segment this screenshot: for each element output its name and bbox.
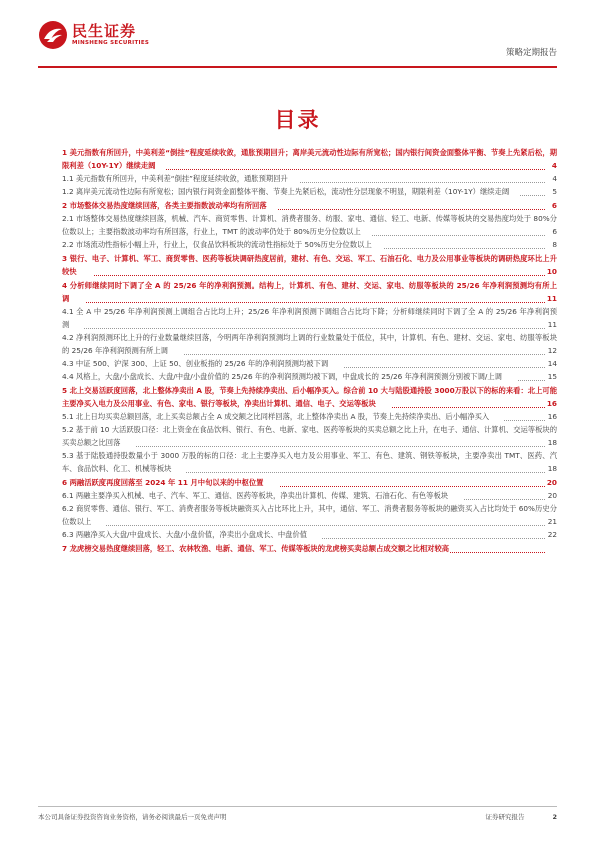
toc-page-number: 15 [547, 372, 557, 381]
footer-page-number: 2 [552, 813, 557, 821]
toc-page-number: 22 [547, 530, 557, 539]
toc-page-number: 12 [547, 346, 557, 355]
toc-entry-text: 3 银行、电子、计算机、军工、商贸零售、医药等板块调研热度居前，建材、有色、交运、军工、石油石化、电力及公用事业等板块的调研热度环比上升较快 [62, 254, 557, 276]
toc-entry-text: 2.1 市场整体交易热度继续回落，机械、汽车、商贸零售、计算机、消费者服务、纺服、家电、通信、轻工、电新、传媒等板块的交易热度均处于 80%分位数以上；主要指数波动率均有所回落，行业上，TMT 的波动率仍处于 80%历史分位数以上 [62, 214, 557, 236]
page-header [38, 20, 557, 60]
toc-entry-text: 4.2 净利润预测环比上升的行业数量继续回落，今明两年净利润预测均上调的行业数量处于低位，其中，计算机、有色、建材、交运、家电、纺服等板块的 25/26 年净利润预测有所上调 [62, 333, 557, 355]
toc-page-number: 16 [546, 399, 557, 408]
toc-section-link[interactable] [62, 252, 557, 278]
toc-entry-text: 6.1 两融主要净买入机械、电子、汽车、军工、通信、医药等板块，净卖出计算机、传媒、建筑、石油石化、有色等板块 [62, 491, 463, 500]
toc-section-link[interactable] [62, 146, 557, 172]
toc-page-number: 11 [546, 294, 557, 303]
toc-section-link[interactable] [62, 384, 557, 410]
footer-disclaimer: 本公司具备证券投资咨询业务资格，请务必阅读最后一页免责声明 [38, 813, 227, 821]
logo-text [72, 23, 149, 47]
toc-page-number: 20 [547, 491, 557, 500]
toc-subsection-link[interactable] [62, 357, 557, 370]
toc-page-number: 11 [547, 320, 557, 329]
toc-section-link[interactable] [62, 476, 557, 489]
toc-subsection-link[interactable] [62, 410, 557, 423]
toc-page-number: 18 [547, 464, 557, 473]
toc-subsection-link[interactable] [62, 212, 557, 238]
toc-page-number: 21 [547, 517, 557, 526]
toc-page-number: 6 [551, 201, 557, 210]
toc-section-link[interactable] [62, 199, 557, 212]
toc-page-number: 5 [552, 187, 557, 196]
toc-subsection-link[interactable] [62, 305, 557, 331]
toc-page-number: 18 [547, 438, 557, 447]
toc-entry-text: 4 分析师继续同时下调了全 A 的 25/26 年的净利润预测。结构上，计算机、有色、建材、交运、家电、纺服等板块的 25/26 年净利润预测均有所上调 [62, 281, 557, 303]
toc-subsection-link[interactable] [62, 489, 557, 502]
toc-entry-text: 5.3 基于陆股通持股数量小于 3000 万股的标的口径：北上主要净买入电力及公用事业、军工、有色、建筑、钢铁等板块，主要净卖出 TMT、医药、汽车、食品饮料、化工、机械等板块 [62, 451, 557, 473]
report-type-label: 策略定期报告 [505, 48, 557, 58]
toc-entry-text: 4.3 中证 500、沪深 300、上证 50、创业板指的 25/26 年的净利润预测均被下调 [62, 359, 343, 368]
toc-subsection-link[interactable] [62, 185, 557, 198]
toc-entry-text: 2.2 市场流动性指标小幅上升，行业上，仅食品饮料板块的流动性指标处于 50%历史分位数以上 [62, 240, 383, 249]
toc-entry-text: 1 美元指数有所回升，中美利差“倒挂”程度延续收敛，通胀预期回升；离岸美元流动性边际有所宽松；国内银行间资金面整体平衡、节奏上先紧后松，期限利差（10Y-1Y）继续走阔 [62, 148, 557, 170]
company-logo [38, 20, 149, 50]
toc-page-number: 4 [552, 174, 557, 183]
toc-subsection-link[interactable] [62, 449, 557, 475]
toc-entry-text: 6.3 两融净买入大盘/中盘成长、大盘/小盘价值，净卖出小盘成长、中盘价值 [62, 530, 322, 539]
footer-right [485, 812, 557, 821]
footer-doc-type: 证券研究报告 [485, 813, 525, 821]
toc-page-number: 20 [546, 478, 557, 487]
toc-entry-text: 5 北上交易活跃度回落，北上整体净卖出 A 股，节奏上先持续净卖出、后小幅净买入。综合前 10 大与陆股通持股 3000万股以下的标的来看：北上可能主要净买入电力及公用事业、有色、家电、银行等板块，净卖出计算机、通信、电子、交运等板块 [62, 386, 557, 408]
minsheng-logo-icon [38, 20, 68, 50]
toc-page-number: 16 [547, 412, 557, 421]
toc-entry-text: 5.1 北上日均买卖总额回落，北上买卖总额占全 A 成交额之比同样回落，北上整体净卖出 A 股，节奏上先持续净卖出、后小幅净买入 [62, 412, 504, 421]
page-title: 目录 [274, 108, 321, 132]
toc-entry-text: 5.2 基于前 10 大活跃股口径：北上资金在食品饮料、银行、有色、电新、家电、医药等板块的买卖总额之比上升，在电子、通信、计算机、交运等板块的买卖总额之比回落 [62, 425, 557, 447]
table-of-contents [62, 145, 557, 555]
header-divider [38, 66, 557, 68]
logo-english-name: MINSHENG SECURITIES [72, 40, 150, 46]
toc-page-number: 4 [551, 161, 557, 170]
toc-entry-text: 6.2 商贸零售、通信、银行、军工、消费者服务等板块融资买入占比环比上升，其中，通信、军工、消费者服务等板块的融资买入占比均处于 60%历史分位数以上 [62, 504, 557, 526]
toc-subsection-link[interactable] [62, 238, 557, 251]
toc-subsection-link[interactable] [62, 423, 557, 449]
toc-entry-text: 4.1 全 A 中 25/26 年净利润预测上调组合占比均上升；25/26 年净利润预测下调组合占比均下降；分析师继续同时下调了全 A 的 25/26 年净利润预测 [62, 307, 557, 329]
toc-subsection-link[interactable] [62, 502, 557, 528]
toc-entry-text: 1.1 美元指数有所回升，中美利差“倒挂”程度延续收敛，通胀预期回升 [62, 174, 299, 183]
toc-page-number: 6 [552, 227, 557, 236]
toc-subsection-link[interactable] [62, 370, 557, 383]
logo-chinese-name: 民生证券 [72, 22, 137, 40]
toc-subsection-link[interactable] [62, 528, 557, 541]
toc-entry-text: 6 两融活跃度再度回落至 2024 年 11 月中旬以来的中枢位置 [62, 478, 279, 487]
toc-page-number: 14 [547, 359, 557, 368]
toc-page-number: 8 [552, 240, 557, 249]
toc-section-link[interactable] [62, 542, 557, 555]
toc-entry-text: 7 龙虎榜交易热度继续回落，轻工、农林牧渔、电新、通信、军工、传媒等板块的龙虎榜买卖总额占成交额之比相对较高 [62, 544, 450, 553]
toc-entry-text: 1.2 离岸美元流动性边际有所宽松；国内银行间资金面整体平衡、节奏上先紧后松，流动性分层现象不明显，期限利差（10Y-1Y）继续走阔 [62, 187, 520, 196]
toc-entry-text: 2 市场整体交易热度继续回落，各类主要指数波动率均有所回落 [62, 201, 278, 210]
footer-divider [38, 806, 557, 807]
toc-page-number: 10 [546, 267, 557, 276]
toc-subsection-link[interactable] [62, 172, 557, 185]
toc-entry-text: 4.4 风格上，大盘/小盘成长、大盘/中盘/小盘价值的 25/26 年的净利润预测均被下调，中盘成长的 25/26 年净利润预测分别被下调/上调 [62, 372, 517, 381]
toc-section-link[interactable] [62, 279, 557, 305]
toc-subsection-link[interactable] [62, 331, 557, 357]
